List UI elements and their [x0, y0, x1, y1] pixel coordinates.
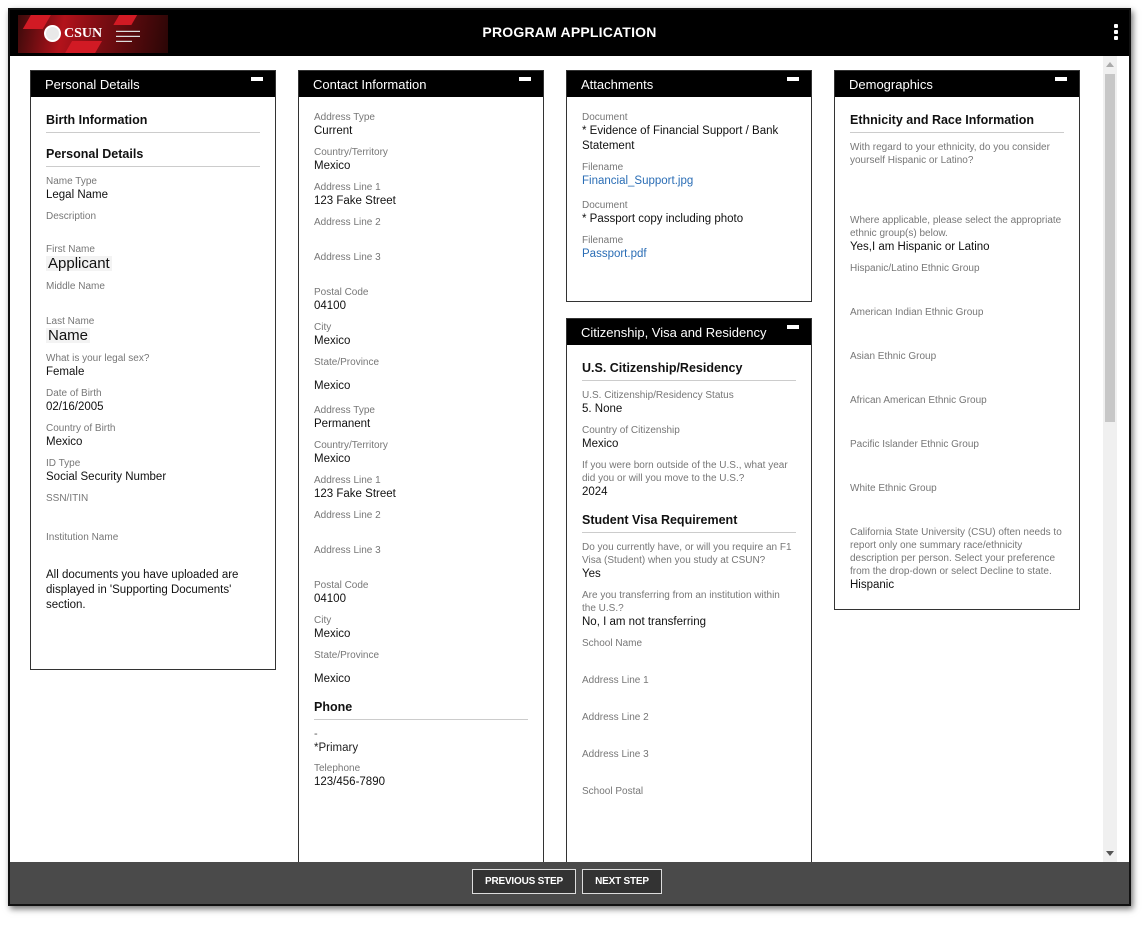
field-value: 123/456-7890	[314, 776, 385, 788]
phone-dash: -	[314, 728, 318, 740]
scroll-down-icon[interactable]	[1106, 851, 1114, 856]
ethnic-group-label: American Indian Ethnic Group	[850, 307, 984, 318]
collapse-icon[interactable]	[251, 77, 263, 81]
top-bar	[10, 10, 1129, 56]
field-label: Country of Citizenship	[582, 425, 680, 436]
citizenship-panel	[566, 318, 812, 862]
panel-title: Attachments	[581, 77, 654, 92]
more-menu-icon[interactable]	[1113, 24, 1119, 42]
field-value: Legal Name	[46, 189, 109, 201]
bottom-bar	[10, 862, 1129, 906]
last-name-value: Name	[48, 327, 89, 344]
field-value: Mexico	[314, 160, 351, 172]
next-step-button[interactable]: NEXT STEP	[582, 869, 662, 894]
field-value: 2024	[582, 486, 608, 498]
field-value: Mexico	[314, 335, 351, 347]
ethnic-group-label: White Ethnic Group	[850, 483, 937, 494]
collapse-icon[interactable]	[519, 77, 531, 81]
field-label: Address Line 1	[314, 182, 381, 193]
field-label: SSN/ITIN	[46, 493, 89, 504]
field-label: Are you transferring from an institution within the U.S.?	[582, 590, 780, 614]
field-label: Date of Birth	[46, 388, 102, 399]
field-value: Mexico	[46, 436, 83, 448]
panel-header	[835, 71, 1079, 97]
field-label: Postal Code	[314, 580, 369, 591]
citizenship-section-title: U.S. Citizenship/Residency	[582, 355, 796, 381]
field-value: 02/16/2005	[46, 401, 104, 413]
supporting-documents-note: All documents you have uploaded are displayed in 'Supporting Documents' section.	[46, 569, 239, 611]
birth-information-title: Birth Information	[46, 107, 260, 133]
field-label: City	[314, 615, 332, 626]
field-label: Filename	[582, 162, 624, 173]
panel-header	[567, 71, 811, 97]
field-label: Address Type	[314, 112, 375, 123]
document-name: * Evidence of Financial Support / Bank Statement	[582, 125, 779, 152]
field-value: 123 Fake Street	[314, 195, 396, 207]
field-label: Country/Territory	[314, 147, 388, 158]
field-label: Address Line 3	[314, 545, 381, 556]
collapse-icon[interactable]	[787, 325, 799, 329]
panel-title: Contact Information	[313, 77, 427, 92]
field-label: Do you currently have, or will you require an F1 Visa (Student) when you study at CSUN?	[582, 542, 792, 566]
field-value: Mexico	[314, 673, 351, 685]
vertical-scrollbar[interactable]	[1103, 56, 1117, 862]
field-label: Telephone	[314, 763, 361, 774]
field-label: First Name	[46, 244, 95, 255]
demographics-panel	[834, 70, 1080, 610]
field-label: Last Name	[46, 316, 95, 327]
field-value: 04100	[314, 300, 346, 312]
app-window	[8, 8, 1131, 906]
field-label: U.S. Citizenship/Residency Status	[582, 390, 734, 401]
field-value: Yes	[582, 568, 601, 580]
field-label: Address Line 3	[582, 749, 649, 760]
ethnic-group-label: African American Ethnic Group	[850, 395, 987, 406]
personal-details-title: Personal Details	[46, 141, 260, 167]
field-value: Hispanic	[850, 579, 895, 591]
field-value: 123 Fake Street	[314, 488, 396, 500]
field-value: Current	[314, 125, 353, 137]
field-value: Social Security Number	[46, 471, 167, 483]
panel-title: Demographics	[849, 77, 933, 92]
field-label: With regard to your ethnicity, do you consider yourself Hispanic or Latino?	[850, 142, 1050, 166]
page-title: PROGRAM APPLICATION	[482, 24, 657, 40]
field-value: No, I am not transferring	[582, 616, 706, 628]
field-label: School Postal	[582, 786, 644, 797]
previous-step-button[interactable]: PREVIOUS STEP	[472, 869, 576, 894]
scroll-up-icon[interactable]	[1106, 62, 1114, 67]
field-label: School Name	[582, 638, 643, 649]
field-label: What is your legal sex?	[46, 353, 150, 364]
main-content	[10, 56, 1103, 862]
field-label: Address Line 2	[582, 712, 649, 723]
field-label: Address Line 2	[314, 217, 381, 228]
field-label: ID Type	[46, 458, 81, 469]
ethnicity-section-title: Ethnicity and Race Information	[850, 107, 1064, 133]
field-value: 04100	[314, 593, 346, 605]
field-label: Address Line 1	[582, 675, 649, 686]
field-value: Mexico	[314, 453, 351, 465]
field-value: Permanent	[314, 418, 371, 430]
field-label: Address Line 3	[314, 252, 381, 263]
document-name: * Passport copy including photo	[582, 213, 744, 225]
collapse-icon[interactable]	[787, 77, 799, 81]
field-label: Document	[582, 200, 628, 211]
field-label: If you were born outside of the U.S., what year did you or will you move to the U.S.?	[582, 460, 788, 484]
contact-information-panel	[298, 70, 544, 862]
field-label: Address Line 1	[314, 475, 381, 486]
panel-header	[567, 319, 811, 345]
field-value: Yes,I am Hispanic or Latino	[850, 241, 990, 253]
phone-primary: *Primary	[314, 742, 359, 754]
field-label: Postal Code	[314, 287, 369, 298]
panel-title: Citizenship, Visa and Residency	[581, 325, 767, 340]
field-value: 5. None	[582, 403, 623, 415]
brand-subtitle: ▬▬▬▬▬▬ ▬▬▬▬▬▬ ▬▬▬▬	[116, 28, 140, 43]
field-label: Filename	[582, 235, 624, 246]
first-name-value: Applicant	[48, 255, 110, 272]
field-label: Document	[582, 112, 628, 123]
file-link[interactable]: Passport.pdf	[582, 248, 647, 260]
field-label: Description	[46, 211, 97, 222]
field-label: Institution Name	[46, 532, 119, 543]
ethnic-group-label: Pacific Islander Ethnic Group	[850, 439, 979, 450]
field-label: State/Province	[314, 650, 380, 661]
field-value: Female	[46, 366, 85, 378]
field-label: Middle Name	[46, 281, 105, 292]
panel-header	[299, 71, 543, 97]
panel-header	[31, 71, 275, 97]
panel-title: Personal Details	[45, 77, 140, 92]
field-label: Country of Birth	[46, 423, 116, 434]
field-label: Country/Territory	[314, 440, 388, 451]
field-value: Mexico	[314, 628, 351, 640]
phone-title: Phone	[314, 694, 528, 720]
brand-name: CSUN	[64, 26, 103, 41]
field-label: State/Province	[314, 357, 380, 368]
field-label: California State University (CSU) often needs to report only one summary race/ethnicity description per person. Select your preference from the drop-down or select Decline to state.	[850, 527, 1062, 577]
field-label: Address Type	[314, 405, 375, 416]
scrollbar-thumb[interactable]	[1105, 74, 1115, 422]
field-label: City	[314, 322, 332, 333]
field-label: Name Type	[46, 176, 97, 187]
ethnic-group-label: Asian Ethnic Group	[850, 351, 937, 362]
field-value: Mexico	[582, 438, 619, 450]
field-label: Address Line 2	[314, 510, 381, 521]
ethnic-group-label: Hispanic/Latino Ethnic Group	[850, 263, 980, 274]
field-value: Mexico	[314, 380, 351, 392]
personal-details-panel	[30, 70, 276, 670]
file-link[interactable]: Financial_Support.jpg	[582, 175, 694, 187]
field-label: Where applicable, please select the appropriate ethnic group(s) below.	[850, 215, 1062, 239]
collapse-icon[interactable]	[1055, 77, 1067, 81]
visa-section-title: Student Visa Requirement	[582, 507, 796, 533]
attachments-panel	[566, 70, 812, 302]
